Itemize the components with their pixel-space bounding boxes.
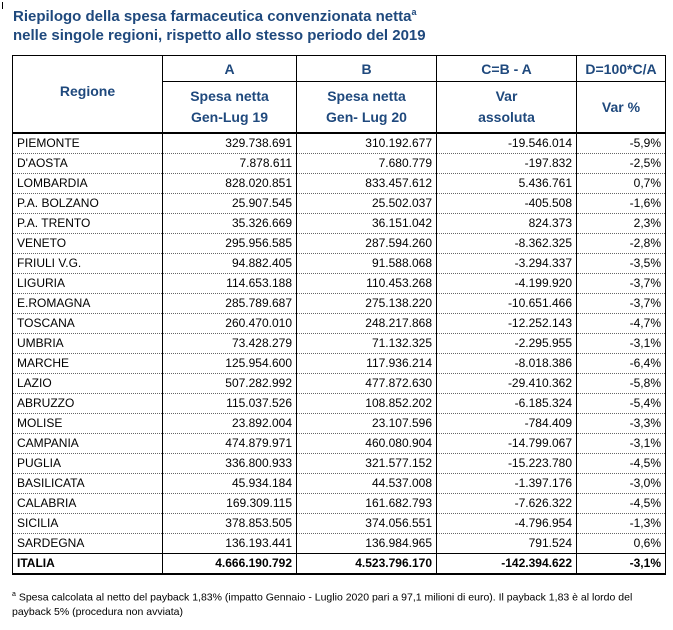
table-row — [13, 494, 666, 514]
cell-spesa-2019: 285.789.687 — [163, 294, 297, 314]
table-row — [13, 214, 666, 234]
cell-var-percent: -4,5% — [577, 454, 666, 474]
total-var-assoluta: -142.394.622 — [437, 554, 577, 575]
cell-spesa-2019: 329.738.691 — [163, 133, 297, 154]
cell-var-percent: -5,8% — [577, 374, 666, 394]
cell-region: LAZIO — [13, 374, 163, 394]
cell-spesa-2020: 248.217.868 — [297, 314, 437, 334]
cell-spesa-2019: 23.892.004 — [163, 414, 297, 434]
cell-region: LOMBARDIA — [13, 174, 163, 194]
cell-spesa-2019: 45.934.184 — [163, 474, 297, 494]
cell-spesa-2020: 833.457.612 — [297, 174, 437, 194]
cell-var-assoluta: -19.546.014 — [437, 133, 577, 154]
table-row — [13, 174, 666, 194]
cell-var-percent: -5,4% — [577, 394, 666, 414]
table-row — [13, 294, 666, 314]
cell-spesa-2019: 295.956.585 — [163, 234, 297, 254]
cell-spesa-2020: 310.192.677 — [297, 133, 437, 154]
title-line2: nelle singole regioni, rispetto allo stesso periodo del 2019 — [13, 27, 426, 44]
header-col-a — [163, 82, 297, 134]
header-col-b-letter: B — [297, 56, 437, 82]
header-col-c — [437, 82, 577, 134]
cell-var-assoluta: -1.397.176 — [437, 474, 577, 494]
cell-spesa-2019: 114.653.188 — [163, 274, 297, 294]
cell-spesa-2020: 275.138.220 — [297, 294, 437, 314]
table-row — [13, 314, 666, 334]
cell-region: E.ROMAGNA — [13, 294, 163, 314]
total-spesa-2019: 4.666.190.792 — [163, 554, 297, 575]
table-row — [13, 274, 666, 294]
header-col-c-line2: assoluta — [478, 109, 535, 125]
cell-var-percent: -5,9% — [577, 133, 666, 154]
cell-var-assoluta: -14.799.067 — [437, 434, 577, 454]
cell-var-assoluta: -12.252.143 — [437, 314, 577, 334]
cell-spesa-2019: 378.853.505 — [163, 514, 297, 534]
cell-spesa-2019: 136.193.441 — [163, 534, 297, 554]
cell-spesa-2020: 117.936.214 — [297, 354, 437, 374]
footnote-text: Spesa calcolata al netto del payback 1,83% (impatto Gennaio - Luglio 2020 pari a 97,1 milioni di euro). Il payback 1,83 è al lordo del payback 5% (procedura non avviata) — [12, 591, 633, 618]
header-col-d-letter: D=100*C/A — [577, 56, 666, 82]
table-row — [13, 254, 666, 274]
cell-var-assoluta: -4.796.954 — [437, 514, 577, 534]
title-line1: Riepilogo della spesa farmaceutica convenzionata netta — [13, 8, 412, 25]
cell-region: PUGLIA — [13, 454, 163, 474]
table-row — [13, 154, 666, 174]
cell-var-percent: -4,5% — [577, 494, 666, 514]
cell-spesa-2020: 136.984.965 — [297, 534, 437, 554]
cell-spesa-2020: 321.577.152 — [297, 454, 437, 474]
header-col-b — [297, 82, 437, 134]
cell-spesa-2020: 108.852.202 — [297, 394, 437, 414]
cell-spesa-2019: 169.309.115 — [163, 494, 297, 514]
cell-spesa-2020: 287.594.260 — [297, 234, 437, 254]
cell-region: P.A. TRENTO — [13, 214, 163, 234]
cell-var-assoluta: -4.199.920 — [437, 274, 577, 294]
cell-spesa-2019: 125.954.600 — [163, 354, 297, 374]
cell-var-percent: 0,6% — [577, 534, 666, 554]
cell-var-percent: -3,7% — [577, 294, 666, 314]
cell-spesa-2020: 44.537.008 — [297, 474, 437, 494]
total-region: ITALIA — [13, 554, 163, 575]
table-row — [13, 474, 666, 494]
cell-var-assoluta: -6.185.324 — [437, 394, 577, 414]
cell-var-assoluta: -8.362.325 — [437, 234, 577, 254]
cell-region: TOSCANA — [13, 314, 163, 334]
cell-var-percent: -1,6% — [577, 194, 666, 214]
cell-var-assoluta: -7.626.322 — [437, 494, 577, 514]
cell-region: LIGURIA — [13, 274, 163, 294]
corner-mark — [2, 2, 3, 9]
cell-region: CAMPANIA — [13, 434, 163, 454]
cell-var-assoluta: -8.018.386 — [437, 354, 577, 374]
cell-spesa-2019: 828.020.851 — [163, 174, 297, 194]
cell-var-percent: -4,7% — [577, 314, 666, 334]
cell-var-assoluta: 5.436.761 — [437, 174, 577, 194]
cell-var-percent: -3,3% — [577, 414, 666, 434]
cell-var-assoluta: 824.373 — [437, 214, 577, 234]
cell-spesa-2020: 91.588.068 — [297, 254, 437, 274]
cell-spesa-2020: 161.682.793 — [297, 494, 437, 514]
cell-region: MARCHE — [13, 354, 163, 374]
cell-spesa-2019: 25.907.545 — [163, 194, 297, 214]
header-col-a-letter: A — [163, 56, 297, 82]
spending-table — [12, 55, 666, 575]
cell-region: BASILICATA — [13, 474, 163, 494]
cell-region: PIEMONTE — [13, 133, 163, 154]
table-row — [13, 354, 666, 374]
cell-var-percent: -3,5% — [577, 254, 666, 274]
header-col-d-line1: Var % — [601, 98, 641, 115]
header-col-a-line2: Gen-Lug 19 — [190, 109, 268, 125]
cell-spesa-2019: 336.800.933 — [163, 454, 297, 474]
cell-region: CALABRIA — [13, 494, 163, 514]
table-row — [13, 194, 666, 214]
cell-var-assoluta: -3.294.337 — [437, 254, 577, 274]
total-spesa-2020: 4.523.796.170 — [297, 554, 437, 575]
cell-spesa-2019: 115.037.526 — [163, 394, 297, 414]
cell-var-percent: 0,7% — [577, 174, 666, 194]
cell-region: P.A. BOLZANO — [13, 194, 163, 214]
header-region: Regione — [13, 56, 163, 134]
cell-var-percent: 2,3% — [577, 214, 666, 234]
cell-var-percent: -1,3% — [577, 514, 666, 534]
cell-spesa-2020: 477.872.630 — [297, 374, 437, 394]
cell-var-assoluta: 791.524 — [437, 534, 577, 554]
table-row — [13, 234, 666, 254]
cell-var-percent: -2,5% — [577, 154, 666, 174]
cell-region: MOLISE — [13, 414, 163, 434]
cell-spesa-2019: 7.878.611 — [163, 154, 297, 174]
cell-spesa-2020: 36.151.042 — [297, 214, 437, 234]
header-col-b-line2: Gen- Lug 20 — [326, 109, 407, 125]
cell-spesa-2019: 507.282.992 — [163, 374, 297, 394]
total-var-percent: -3,1% — [577, 554, 666, 575]
cell-var-assoluta: -15.223.780 — [437, 454, 577, 474]
cell-var-assoluta: -10.651.466 — [437, 294, 577, 314]
cell-var-percent: -3,7% — [577, 274, 666, 294]
cell-region: SICILIA — [13, 514, 163, 534]
cell-spesa-2020: 71.132.325 — [297, 334, 437, 354]
cell-var-assoluta: -197.832 — [437, 154, 577, 174]
header-col-c-letter: C=B - A — [437, 56, 577, 82]
table-row — [13, 133, 666, 154]
footnote — [12, 588, 667, 619]
cell-region: ABRUZZO — [13, 394, 163, 414]
footnote-marker: a — [12, 591, 16, 598]
cell-spesa-2020: 25.502.037 — [297, 194, 437, 214]
cell-spesa-2019: 94.882.405 — [163, 254, 297, 274]
cell-var-assoluta: -405.508 — [437, 194, 577, 214]
header-col-c-line1: Var — [495, 88, 518, 104]
cell-spesa-2020: 110.453.268 — [297, 274, 437, 294]
table-row — [13, 514, 666, 534]
cell-region: D'AOSTA — [13, 154, 163, 174]
header-col-b-line1: Spesa netta — [327, 88, 406, 104]
cell-var-percent: -3,1% — [577, 334, 666, 354]
cell-var-percent: -2,8% — [577, 234, 666, 254]
cell-spesa-2019: 35.326.669 — [163, 214, 297, 234]
cell-var-assoluta: -784.409 — [437, 414, 577, 434]
table-body — [13, 133, 666, 574]
cell-region: SARDEGNA — [13, 534, 163, 554]
cell-var-percent: -3,1% — [577, 434, 666, 454]
cell-spesa-2019: 260.470.010 — [163, 314, 297, 334]
cell-spesa-2020: 23.107.596 — [297, 414, 437, 434]
total-row — [13, 554, 666, 575]
cell-var-percent: -3,0% — [577, 474, 666, 494]
table-row — [13, 374, 666, 394]
table-row — [13, 334, 666, 354]
table-row — [13, 394, 666, 414]
title-footnote-marker: a — [411, 7, 417, 17]
table-row — [13, 414, 666, 434]
page-title — [13, 3, 663, 45]
header-col-a-line1: Spesa netta — [190, 88, 269, 104]
cell-spesa-2020: 374.056.551 — [297, 514, 437, 534]
cell-spesa-2020: 7.680.779 — [297, 154, 437, 174]
table-row — [13, 434, 666, 454]
cell-spesa-2019: 73.428.279 — [163, 334, 297, 354]
cell-spesa-2019: 474.879.971 — [163, 434, 297, 454]
cell-region: VENETO — [13, 234, 163, 254]
cell-var-assoluta: -29.410.362 — [437, 374, 577, 394]
table-row — [13, 534, 666, 554]
cell-var-assoluta: -2.295.955 — [437, 334, 577, 354]
cell-var-percent: -6,4% — [577, 354, 666, 374]
cell-spesa-2020: 460.080.904 — [297, 434, 437, 454]
header-col-d — [577, 82, 666, 134]
cell-region: UMBRIA — [13, 334, 163, 354]
cell-region: FRIULI V.G. — [13, 254, 163, 274]
table-row — [13, 454, 666, 474]
